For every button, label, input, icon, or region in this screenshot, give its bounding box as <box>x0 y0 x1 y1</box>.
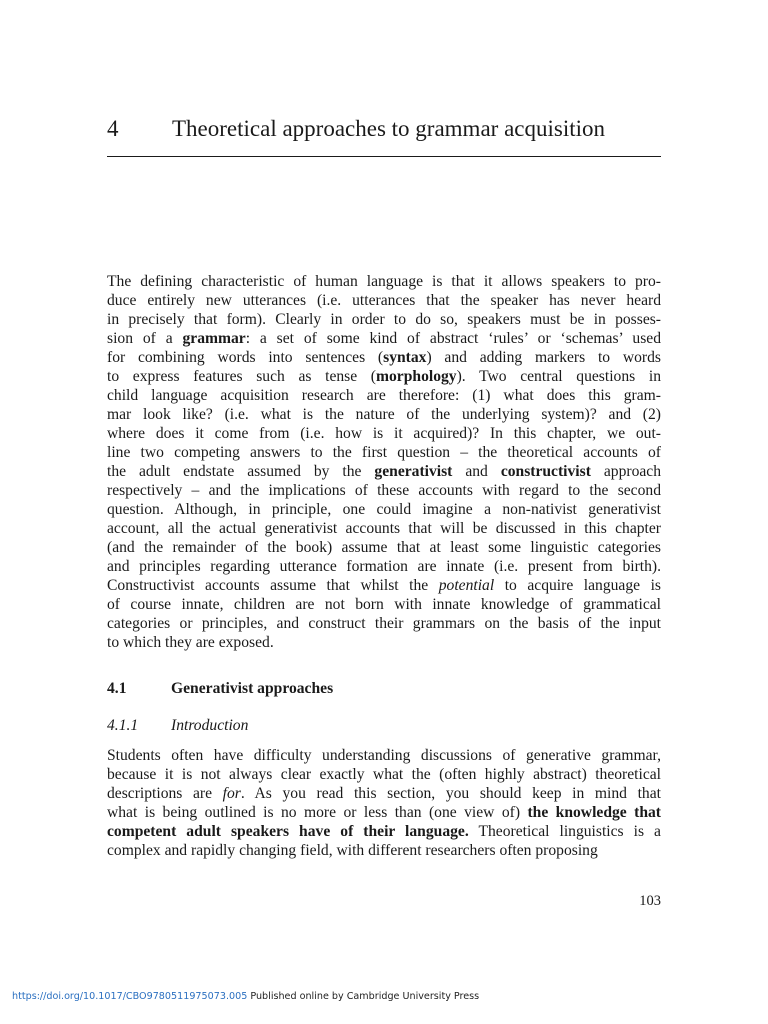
text-run: complex and rapidly changing field, with different researchers often proposing <box>107 842 598 859</box>
text-run: and principles regarding utterance formation are innate (i.e. present from birth). <box>107 558 661 575</box>
text-line <box>107 443 661 462</box>
page-number: 103 <box>639 893 661 909</box>
text-run: the adult endstate assumed by the <box>107 463 375 480</box>
text-run: descriptions are <box>107 785 223 802</box>
text-line <box>107 746 661 765</box>
text-run: for combining words into sentences ( <box>107 349 384 366</box>
text-line <box>107 348 661 367</box>
italic-term: potential <box>438 577 495 594</box>
text-run: in precisely that form). Clearly in order to do so, speakers must be in posses- <box>107 311 661 328</box>
text-run: and <box>452 463 501 480</box>
text-run: where does it come from (i.e. how is it acquired)? In this chapter, we out- <box>107 425 661 442</box>
text-line <box>107 272 661 291</box>
text-run: account, all the actual generativist accounts that will be discussed in this chapter <box>107 520 661 537</box>
text-run: to express features such as tense ( <box>107 368 377 385</box>
text-line <box>107 291 661 310</box>
text-line <box>107 841 661 860</box>
text-line <box>107 803 661 822</box>
chapter-title: Theoretical approaches to grammar acquisition <box>172 116 605 141</box>
text-line <box>107 595 661 614</box>
intro-paragraph <box>107 272 661 652</box>
text-run: to acquire language is <box>494 577 661 594</box>
section-number: 4.1 <box>107 680 127 697</box>
text-run: ). Two central questions in <box>456 368 661 385</box>
text-run: : a set of some kind of abstract ‘rules’ or ‘schemas’ used <box>245 330 661 347</box>
text-line <box>107 386 661 405</box>
text-line <box>107 538 661 557</box>
text-run: because it is not always clear exactly what the (often highly abstract) theoretical <box>107 766 661 783</box>
text-line <box>107 462 661 481</box>
chapter-heading <box>107 112 661 146</box>
text-run: The defining characteristic of human language is that it allows speakers to pro- <box>107 273 661 290</box>
text-run: ) and adding markers to words <box>426 349 661 366</box>
text-line <box>107 310 661 329</box>
text-run: what is being outlined is no more or less than (one view of) <box>107 804 528 821</box>
text-run: . As you read this section, you should keep in mind that <box>240 785 661 802</box>
bold-term: morphology <box>376 368 457 385</box>
text-run: child language acquisition research are therefore: (1) what does this gram- <box>107 387 661 404</box>
text-line <box>107 519 661 538</box>
text-line <box>107 367 661 386</box>
doi-link[interactable]: https://doi.org/10.1017/CBO9780511975073.005 <box>12 991 248 1002</box>
bold-term: constructivist <box>500 463 591 480</box>
italic-term: for <box>222 785 241 802</box>
text-run: respectively – and the implications of these accounts with regard to the second <box>107 482 661 499</box>
bold-term: the knowledge that <box>527 804 661 821</box>
text-line <box>107 424 661 443</box>
body-paragraph <box>107 746 661 860</box>
text-run: Students often have difficulty understanding discussions of generative grammar, <box>107 747 661 764</box>
text-run: to which they are exposed. <box>107 634 274 651</box>
section-title: Generativist approaches <box>171 680 334 697</box>
chapter-rule <box>107 156 661 157</box>
text-line <box>107 557 661 576</box>
text-line <box>107 576 661 595</box>
text-run: duce entirely new utterances (i.e. utterances that the speaker has never heard <box>107 292 661 309</box>
text-run: question. Although, in principle, one could imagine a non-nativist generativist <box>107 501 661 518</box>
text-line <box>107 784 661 803</box>
bold-term: grammar <box>182 330 246 347</box>
text-run: of course innate, children are not born with innate knowledge of grammatical <box>107 596 661 613</box>
text-line <box>107 405 661 424</box>
text-line <box>107 765 661 784</box>
text-run: mar look like? (i.e. what is the nature of the underlying system)? and (2) <box>107 406 661 423</box>
text-line <box>107 500 661 519</box>
bold-term: competent adult speakers have of their language. <box>107 823 469 840</box>
footer <box>12 990 479 1004</box>
text-line <box>107 633 661 652</box>
bold-term: syntax <box>383 349 427 366</box>
text-line <box>107 329 661 348</box>
text-line <box>107 614 661 633</box>
text-run: sion of a <box>107 330 183 347</box>
text-run: Constructivist accounts assume that whilst the <box>107 577 439 594</box>
text-line <box>107 481 661 500</box>
published-online-text: Published online by Cambridge University Press <box>247 991 480 1002</box>
text-run: Theoretical linguistics is a <box>468 823 661 840</box>
text-run: categories or principles, and construct their grammars on the basis of the input <box>107 615 661 632</box>
chapter-number: 4 <box>107 116 119 141</box>
bold-term: generativist <box>374 463 453 480</box>
text-run: line two competing answers to the first question – the theoretical accounts of <box>107 444 661 461</box>
subsection-title: Introduction <box>171 717 249 734</box>
text-line <box>107 822 661 841</box>
text-run: (and the remainder of the book) assume that at least some linguistic categories <box>107 539 661 556</box>
text-run: approach <box>590 463 662 480</box>
subsection-number: 4.1.1 <box>107 717 139 734</box>
